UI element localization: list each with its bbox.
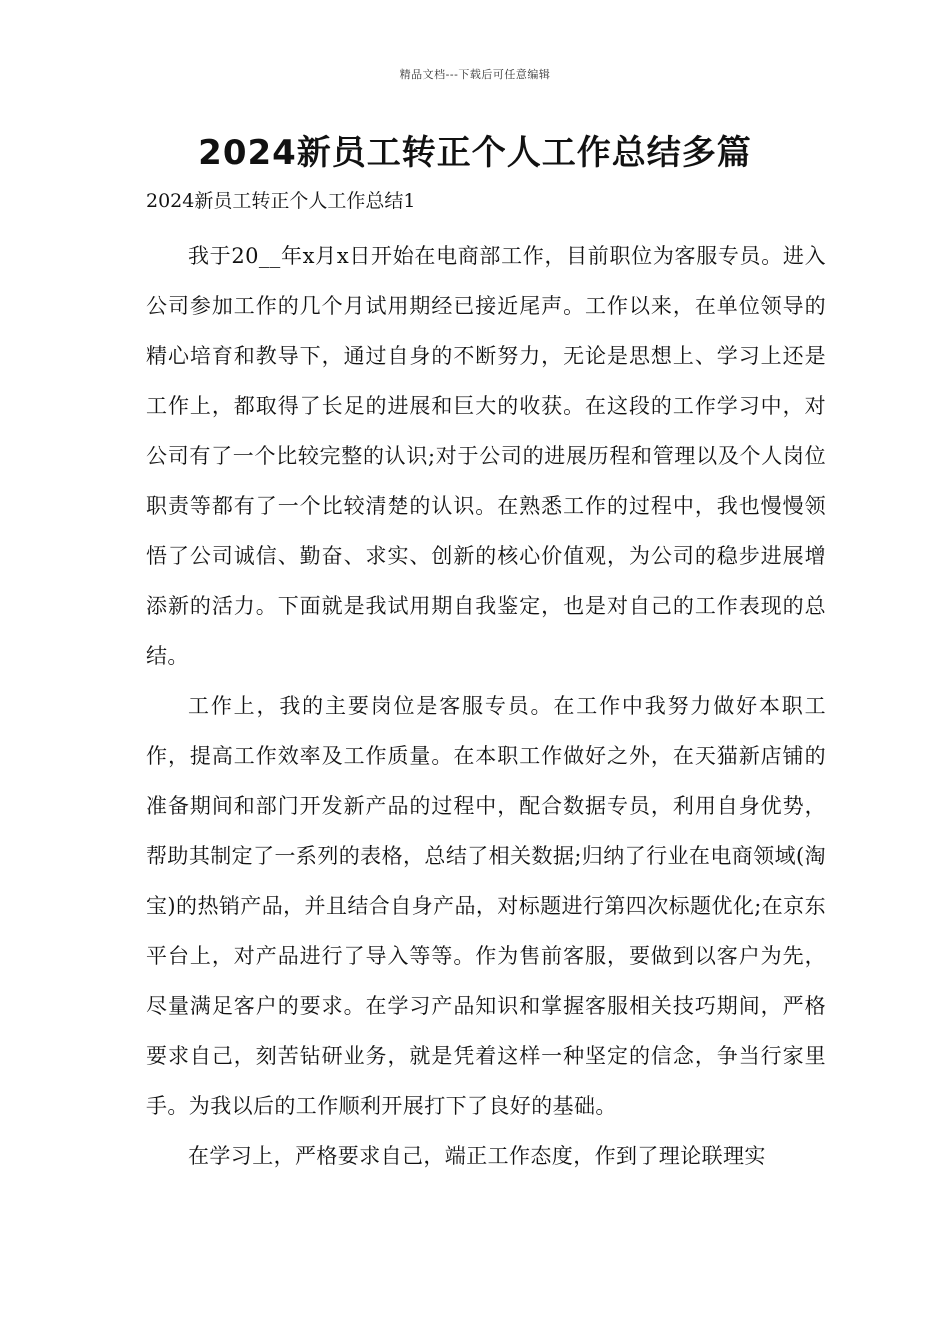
paragraph: 我于20__年x月x日开始在电商部工作，目前职位为客服专员。进入公司参加工作的几个月试用期经已接近尾声。工作以来，在单位领导的精心培育和教导下，通过自身的不断努力，无论是思想上、学习上还是工作上，都取得了长足的进展和巨大的收获。在这段的工作学习中，对公司有了一个比较完整的认识;对于公司的进展历程和管理以及个人岗位职责等都有了一个比较清楚的认识。在熟悉工作的过程中，我也慢慢领悟了公司诚信、勤奋、求实、创新的核心价值观，为公司的稳步进展增添新的活力。下面就是我试用期自我鉴定，也是对自己的工作表现的总结。: [146, 244, 826, 668]
page-header: 精品文档---下载后可任意编辑: [399, 68, 551, 81]
document-body: [146, 231, 826, 1181]
paragraph: 工作上，我的主要岗位是客服专员。在工作中我努力做好本职工作，提高工作效率及工作质量。在本职工作做好之外，在天猫新店铺的准备期间和部门开发新产品的过程中，配合数据专员，利用自身优势，帮助其制定了一系列的表格，总结了相关数据;归纳了行业在电商领域(淘宝)的热销产品，并且结合自身产品，对标题进行第四次标题优化;在京东平台上，对产品进行了导入等等。作为售前客服，要做到以客户为先，尽量满足客户的要求。在学习产品知识和掌握客服相关技巧期间，严格要求自己，刻苦钻研业务，就是凭着这样一种坚定的信念，争当行家里手。为我以后的工作顺利开展打下了良好的基础。: [146, 694, 826, 1118]
document-title: 2024新员工转正个人工作总结多篇: [198, 133, 752, 173]
paragraph: 在学习上，严格要求自己，端正工作态度，作到了理论联理实: [188, 1144, 766, 1168]
section-subtitle: 2024新员工转正个人工作总结1: [146, 190, 416, 212]
